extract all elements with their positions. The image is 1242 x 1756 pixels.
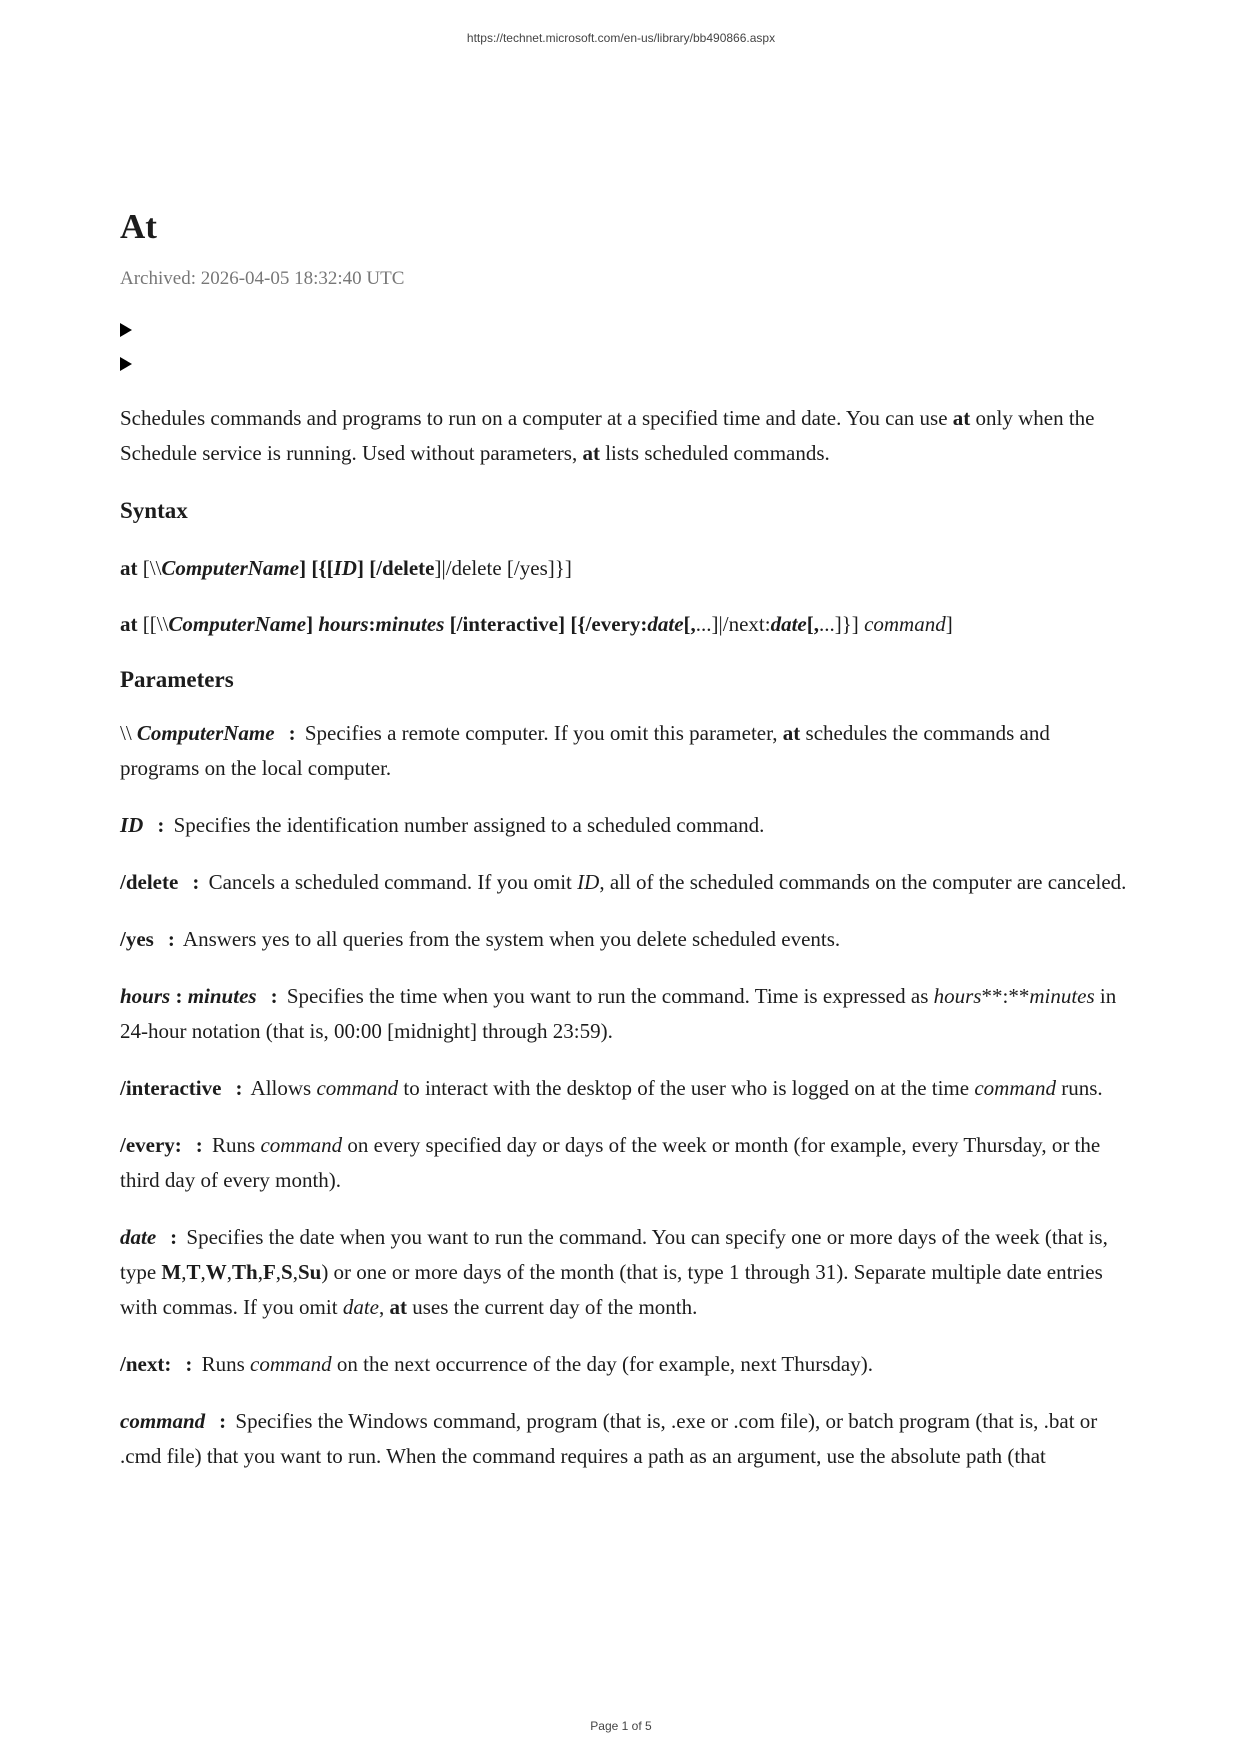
archived-timestamp: Archived: 2026-04-05 18:32:40 UTC: [120, 268, 405, 289]
page-title: At: [120, 207, 157, 246]
param-delete: /delete : Cancels a scheduled command. If you omit ID, all of the scheduled commands on the computer are canceled.: [120, 870, 1127, 894]
document-content: [120, 205, 1130, 1496]
page-number: Page 1 of 5: [590, 1719, 652, 1733]
disclosure-toggle-1[interactable]: [120, 313, 1130, 347]
param-every: /every: : Runs command on every specified day or days of the week or month (for example, every Thursday, or the third day of every month).: [120, 1133, 1101, 1192]
triangle-right-icon[interactable]: [120, 357, 132, 371]
syntax-line-2: at [[\\ComputerName] hours:minutes [/interactive] [{/every:date[,...]|/next:date[,...]}] command]: [120, 612, 953, 636]
param-date: date : Specifies the date when you want to run the command. You can specify one or more days of the week (that is, type M,T,W,Th,F,S,Su) or one or more days of the month (that is, type 1 through 31). Separate multiple date entries with commas. If you omit date, at uses the current day of the month.: [120, 1225, 1108, 1319]
triangle-right-icon[interactable]: [120, 323, 132, 337]
disclosure-toggles: [120, 313, 1130, 381]
syntax-heading: Syntax: [120, 498, 188, 523]
disclosure-toggle-2[interactable]: [120, 347, 1130, 381]
param-next: /next: : Runs command on the next occurrence of the day (for example, next Thursday).: [120, 1352, 873, 1376]
param-yes: /yes : Answers yes to all queries from the system when you delete scheduled events.: [120, 927, 841, 951]
page-url: https://technet.microsoft.com/en-us/library/bb490866.aspx: [466, 31, 776, 45]
param-interactive: /interactive : Allows command to interact with the desktop of the user who is logged on at the time command runs.: [120, 1076, 1103, 1100]
parameters-list: [120, 716, 1130, 1474]
param-id: ID : Specifies the identification number assigned to a scheduled command.: [120, 813, 765, 837]
param-computername: \\ ComputerName : Specifies a remote computer. If you omit this parameter, at schedules the commands and programs on the local computer.: [120, 721, 1050, 780]
param-command: command : Specifies the Windows command, program (that is, .exe or .com file), or batch program (that is, .bat or .cmd file) that you want to run. When the command requires a path as an argument, use the absolute path (that: [120, 1409, 1098, 1468]
intro-paragraph: Schedules commands and programs to run on a computer at a specified time and date. You can use at only when the Schedule service is running. Used without parameters, at lists scheduled commands.: [120, 406, 1095, 465]
parameters-heading: Parameters: [120, 667, 234, 692]
syntax-line-1: at [\\ComputerName] [{[ID] [/delete]|/delete [/yes]}]: [120, 556, 572, 580]
param-hours-minutes: hours : minutes : Specifies the time when you want to run the command. Time is expressed as hours**:**minutes in 24-hour notation (that is, 00:00 [midnight] through 23:59).: [120, 984, 1117, 1043]
